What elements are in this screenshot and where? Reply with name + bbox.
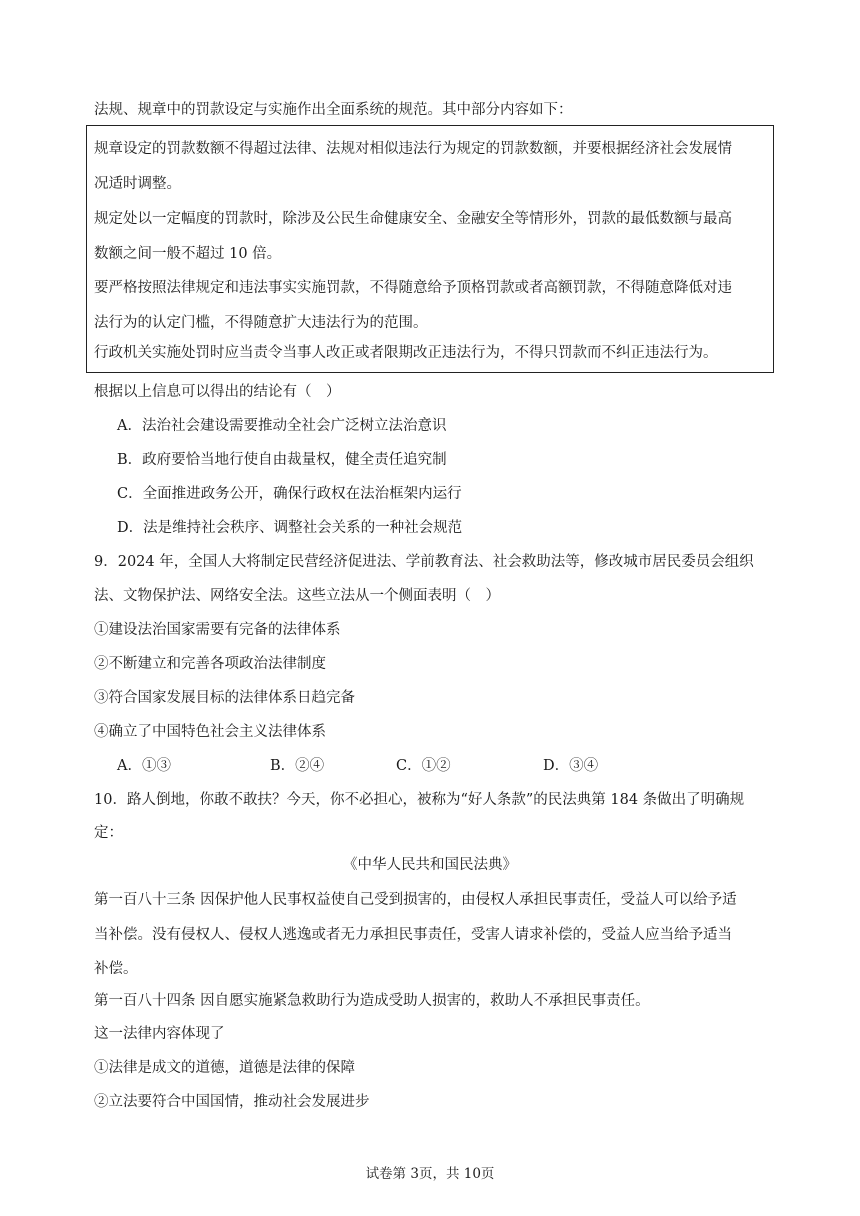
- q8-option-d: D．法是维持社会秩序、调整社会关系的一种社会规范: [117, 520, 463, 536]
- q8-option-c: C．全面推进政务公开，确保行政权在法治框架内运行: [117, 486, 462, 502]
- box-paragraph-2-line-1: 规定处以一定幅度的罚款时，除涉及公民生命健康安全、金融安全等情形外，罚款的最低数额与最高: [94, 211, 732, 227]
- article-184-line-1: 第一百八十四条 因自愿实施紧急救助行为造成受助人损害的，救助人不承担民事责任。: [94, 993, 650, 1009]
- q8-stem: 根据以上信息可以得出的结论有（ ）: [94, 384, 341, 400]
- q9-stem-line-2: 法、文物保护法、网络安全法。这些立法从一个侧面表明（ ）: [94, 588, 500, 604]
- article-183-line-3: 补偿。: [94, 961, 138, 977]
- q9-stem-line-1: 9．2024 年，全国人大将制定民营经济促进法、学前教育法、社会救助法等，修改城市居民委员会组织: [94, 554, 754, 570]
- q9-choice-a: A．①③: [117, 758, 171, 774]
- box-paragraph-2-line-2: 数额之间一般不超过 10 倍。: [94, 246, 282, 262]
- law-title: 《中华人民共和国民法典》: [343, 857, 517, 873]
- q9-choice-d: D．③④: [543, 758, 599, 774]
- q9-item-4: ④确立了中国特色社会主义法律体系: [94, 724, 326, 740]
- q10-item-2: ②立法要符合中国国情，推动社会发展进步: [94, 1094, 370, 1110]
- q10-item-1: ①法律是成文的道德，道德是法律的保障: [94, 1060, 355, 1076]
- box-paragraph-3-line-2: 法行为的认定门槛，不得随意扩大违法行为的范围。: [94, 315, 428, 331]
- page-footer: 试卷第 3页，共 10页: [365, 1166, 495, 1182]
- q9-item-1: ①建设法治国家需要有完备的法律体系: [94, 622, 341, 638]
- box-paragraph-1-line-1: 规章设定的罚款数额不得超过法律、法规对相似违法行为规定的罚款数额，并要根据经济社会发展情: [94, 141, 732, 157]
- q9-item-3: ③符合国家发展目标的法律体系日趋完备: [94, 690, 355, 706]
- box-paragraph-1-line-2: 况适时调整。: [94, 176, 181, 192]
- q8-option-a: A．法治社会建设需要推动全社会广泛树立法治意识: [117, 418, 447, 434]
- q10-stem-line-2: 定：: [94, 825, 123, 841]
- q9-item-2: ②不断建立和完善各项政治法律制度: [94, 656, 326, 672]
- q10-lead: 这一法律内容体现了: [94, 1026, 225, 1042]
- q9-choice-b: B．②④: [270, 758, 325, 774]
- q8-option-b: B．政府要恰当地行使自由裁量权，健全责任追究制: [117, 452, 447, 468]
- q9-choice-c: C．①②: [396, 758, 451, 774]
- article-183-line-2: 当补偿。没有侵权人、侵权人逃逸或者无力承担民事责任，受害人请求补偿的，受益人应当给予适当: [94, 927, 732, 943]
- q10-stem-line-1: 10．路人倒地，你敢不敢扶？今天，你不必担心，被称为“好人条款”的民法典第 184 条做出了明确规: [94, 792, 745, 808]
- article-183-line-1: 第一百八十三条 因保护他人民事权益使自己受到损害的，由侵权人承担民事责任，受益人可以给予适: [94, 892, 737, 908]
- intro-text: 法规、规章中的罚款设定与实施作出全面系统的规范。其中部分内容如下：: [94, 102, 573, 118]
- box-paragraph-3-line-1: 要严格按照法律规定和违法事实实施罚款，不得随意给予顶格罚款或者高额罚款，不得随意降低对违: [94, 280, 732, 296]
- box-paragraph-4-line-1: 行政机关实施处罚时应当责令当事人改正或者限期改正违法行为，不得只罚款而不纠正违法行为。: [94, 345, 718, 361]
